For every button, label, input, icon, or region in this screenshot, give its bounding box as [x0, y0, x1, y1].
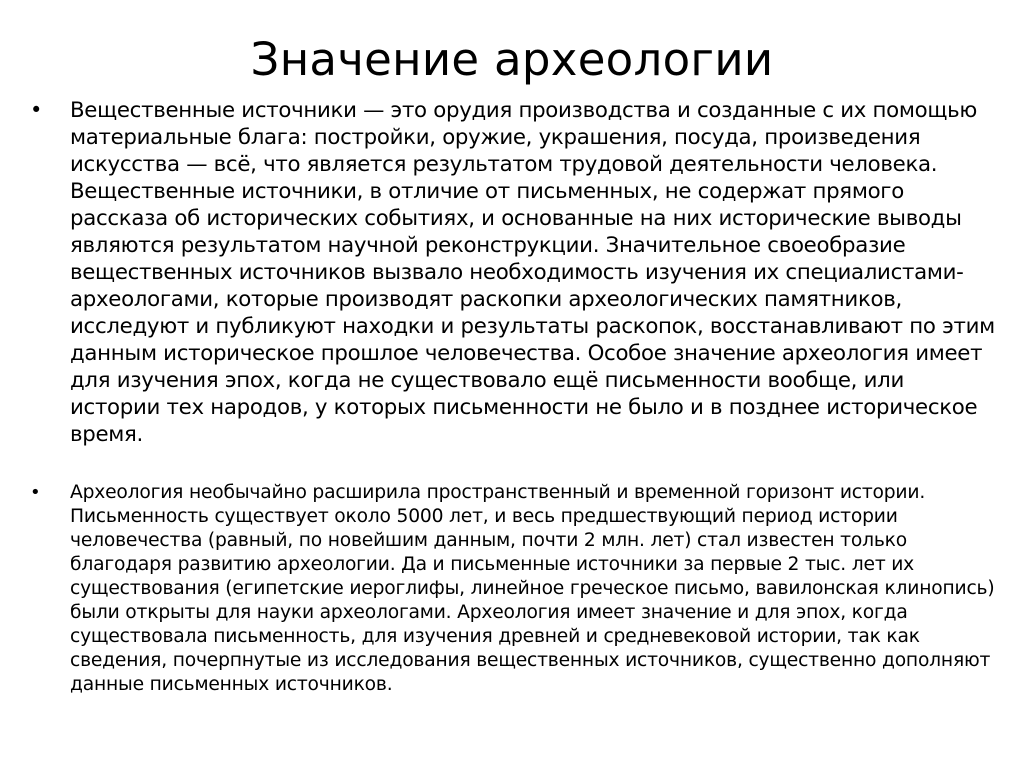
slide-title: Значение археологии [250, 33, 774, 86]
bullet-text: Вещественные источники — это орудия производства и созданные с их помощью материальные блага: постройки, оружие, украшения, посуда, произведения искусства — всё, что является результатом трудовой деятельности человека. Вещественные источники, в отличие от письменных, не содержат прямого рассказа об исторических событиях, и основанные на них исторические выводы являются результатом научной реконструкции. Значительное своеобразие вещественных источников вызвало необходимость изучения их специалистами-археологами, которые производят раскопки археологических памятников, исследуют и публикуют находки и результаты раскопок, восстанавливают по этим данным историческое прошлое человечества. Особое значение археология имеет для изучения эпох, когда не существовало ещё письменности вообще, или истории тех народов, у которых письменности не было и в позднее историческое время. [70, 98, 995, 447]
bullet-marker: • [30, 98, 43, 122]
bullet-item-archaeology-horizon [28, 481, 998, 697]
bullet-list [28, 97, 998, 697]
bullet-marker: • [30, 482, 41, 503]
bullet-item-material-sources [28, 97, 998, 448]
bullet-text: Археология необычайно расширила пространственный и временной горизонт истории. Письменность существует около 5000 лет, и весь предшествующий период истории человечества (равный, по новейшим данным, почти 2 млн. лет) стал известен только благодаря развитию археологии. Да и письменные источники за первые 2 тыс. лет их существования (египетские иероглифы, линейное греческое письмо, вавилонская клинопись) были открыты для науки археологами. Археология имеет значение и для эпох, когда существовала письменность, для изучения древней и средневековой истории, так как сведения, почерпнутые из исследования вещественных источников, существенно дополняют данные письменных источников. [70, 482, 995, 695]
